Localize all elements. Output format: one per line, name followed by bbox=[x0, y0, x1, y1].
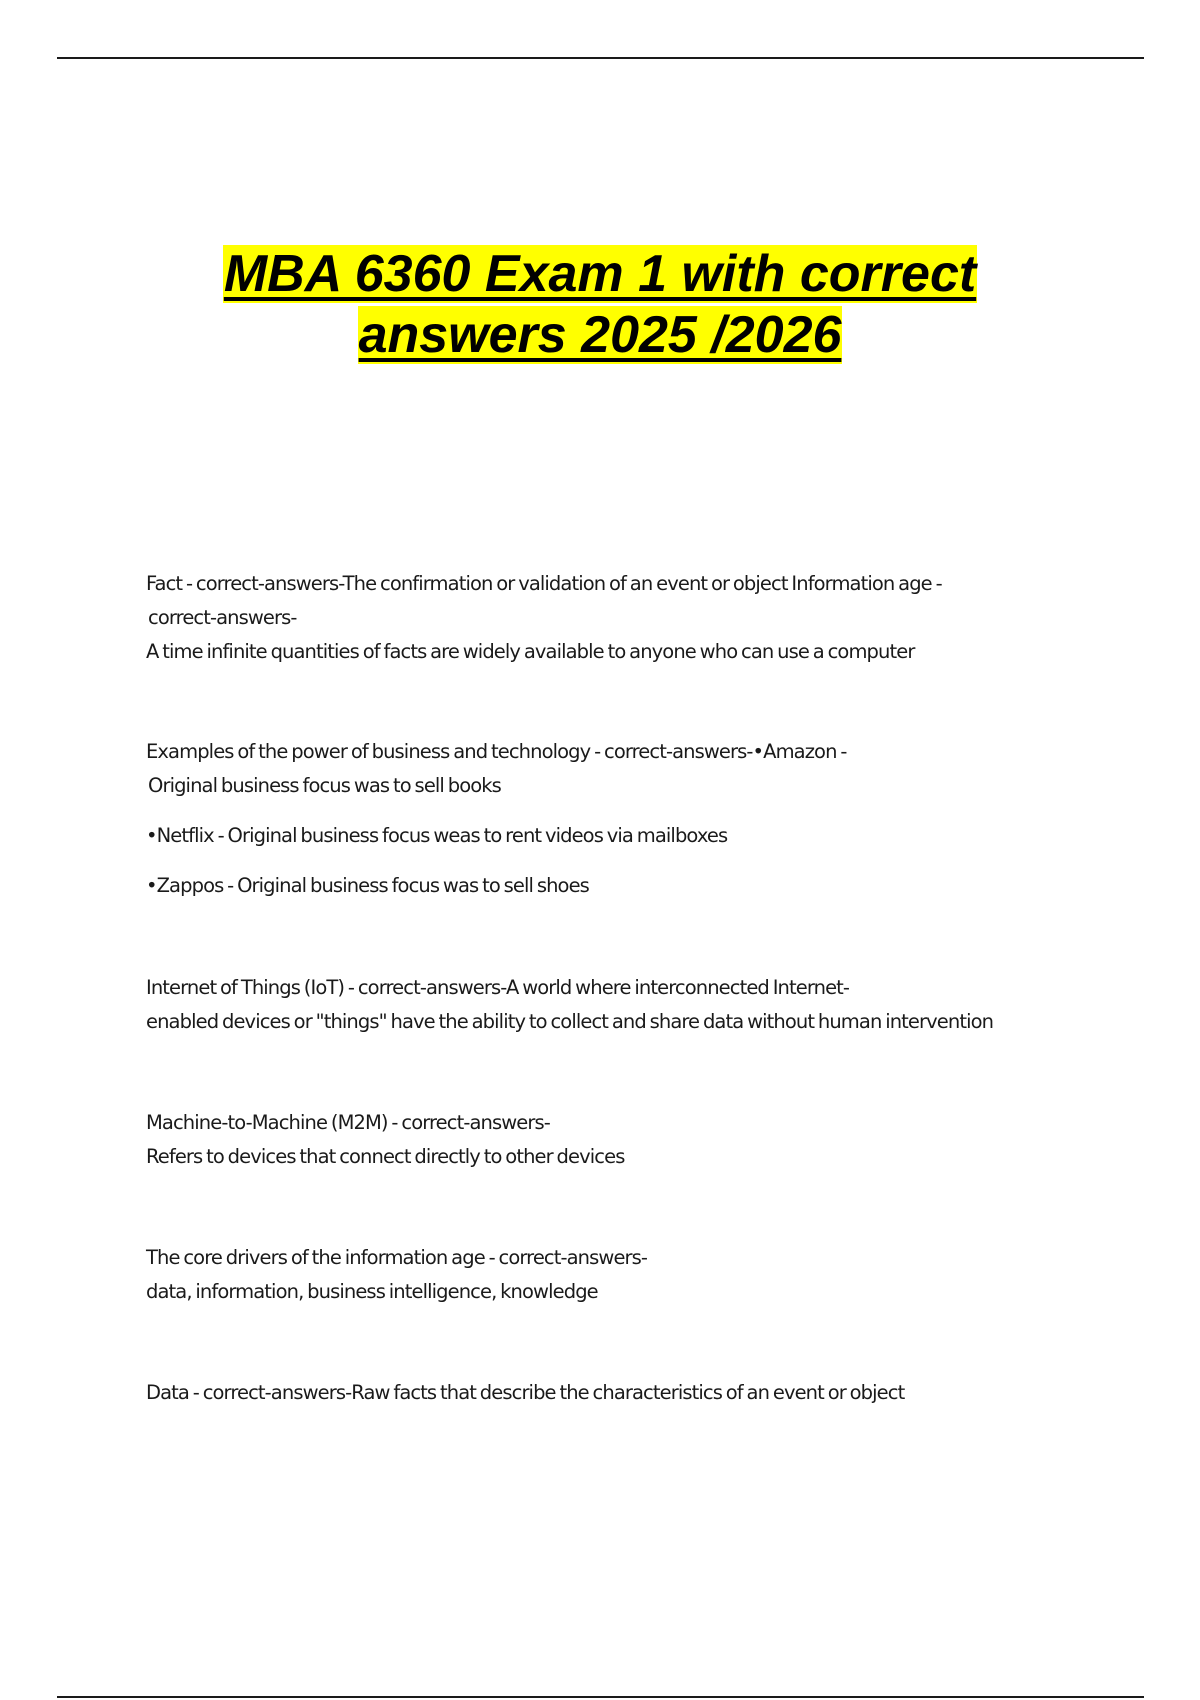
entry-line: Original business focus was to sell books bbox=[148, 774, 501, 797]
title-line-1: MBA 6360 Exam 1 with correct bbox=[223, 245, 977, 303]
entry-core-drivers bbox=[146, 1241, 1076, 1309]
entry-bullet-zappos: •Zappos - Original business focus was to sell shoes bbox=[146, 874, 589, 897]
title-line-2: answers 2025 /2026 bbox=[358, 306, 842, 364]
header-rule bbox=[57, 57, 1144, 59]
entry-line: correct-answers- bbox=[148, 606, 297, 629]
entry-line: data, information, business intelligence, knowledge bbox=[146, 1280, 598, 1303]
entry-line: enabled devices or "things" have the ability to collect and share data without human intervention bbox=[146, 1010, 994, 1033]
entry-data bbox=[146, 1376, 1076, 1410]
entry-line: Data - correct-answers-Raw facts that describe the characteristics of an event or object bbox=[146, 1381, 905, 1404]
entry-line: Examples of the power of business and technology - correct-answers-•Amazon - bbox=[146, 740, 847, 763]
entry-line: Internet of Things (IoT) - correct-answers-A world where interconnected Internet- bbox=[146, 976, 850, 999]
entry-line: Refers to devices that connect directly to other devices bbox=[146, 1145, 625, 1168]
entry-iot bbox=[146, 971, 1076, 1039]
entry-line: Fact - correct-answers-The confirmation or validation of an event or object Information age - bbox=[146, 572, 942, 595]
entry-m2m bbox=[146, 1106, 1076, 1174]
entry-examples bbox=[146, 735, 1076, 903]
entry-bullet-netflix: •Netflix - Original business focus weas to rent videos via mailboxes bbox=[146, 824, 728, 847]
entry-line: The core drivers of the information age - correct-answers- bbox=[146, 1246, 648, 1269]
entry-line: Machine-to-Machine (M2M) - correct-answers- bbox=[146, 1111, 550, 1134]
document-title bbox=[0, 244, 1200, 366]
footer-rule bbox=[57, 1696, 1144, 1698]
entry-line: A time infinite quantities of facts are widely available to anyone who can use a computer bbox=[146, 640, 915, 663]
entry-fact bbox=[146, 567, 1076, 669]
